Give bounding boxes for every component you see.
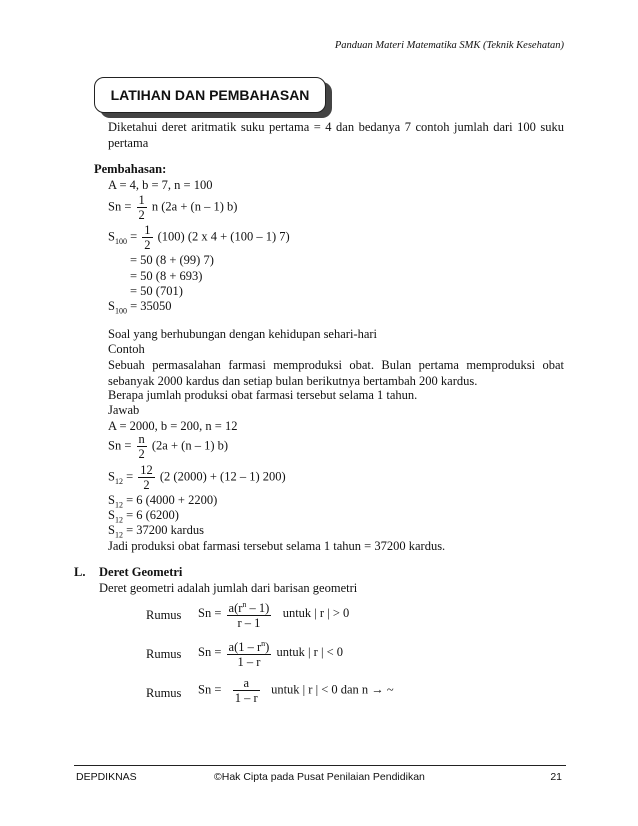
s-subscript: 12	[114, 515, 123, 525]
s12-formula: $S_{12}$ = $\frac{12}{2}$ (2 (2000) + (12 – 1) 200)	[108, 463, 286, 492]
s12-step-1: $S_{12} = 6$ (4000 + 2200)	[108, 493, 218, 510]
frac-num	[227, 637, 272, 655]
condition: untuk | r | < 0 dan n → ~	[271, 682, 394, 697]
geometric-formula-1	[198, 598, 349, 630]
s12-expression: (2 (2000) + (12 – 1) 200)	[159, 469, 286, 484]
given-values: A = 4, b = 7, n = 100	[108, 178, 213, 192]
jawab-label: Jawab	[108, 403, 140, 417]
sn-label: Sn =	[198, 644, 222, 659]
fraction-formula-3	[233, 676, 260, 705]
rumus-label-2: Rumus	[146, 647, 182, 661]
fraction-half	[137, 193, 147, 222]
fraction-n-over-2	[137, 432, 147, 461]
frac-num	[227, 598, 272, 616]
sn-label: Sn =	[198, 605, 222, 620]
equals: =	[122, 469, 134, 484]
num-part: )	[265, 640, 270, 655]
frac-den: 1 – r	[234, 691, 258, 705]
exponent: n	[261, 639, 266, 648]
geometric-formula-3	[198, 676, 394, 705]
geometric-formula-2	[198, 637, 343, 669]
fraction-12-over-2	[138, 463, 155, 492]
fraction-formula-2	[227, 637, 272, 669]
frac-num: 1	[138, 193, 145, 207]
frac-den: 1 – r	[237, 655, 261, 670]
condition: untuk | r | > 0	[282, 605, 350, 620]
frac-den: 2	[144, 238, 151, 252]
s100-expression: (100) (2 x 4 + (100 – 1) 7)	[157, 229, 290, 244]
pembahasan-label: Pembahasan:	[94, 162, 167, 176]
sn-label: Sn =	[108, 438, 132, 453]
exercise-intro: Diketahui deret aritmatik suku pertama = 4 dan bedanya 7 contoh jumlah dari 100 suku pertama	[108, 120, 564, 150]
section-letter: L.	[74, 565, 86, 579]
num-part: a(r	[228, 601, 243, 616]
given-values-2: A = 2000, b = 200, n = 12	[108, 419, 238, 433]
s-subscript: 12	[114, 530, 123, 540]
s100-result: $S_{100} = 35050$	[108, 299, 172, 316]
step-value: = 37200 kardus	[122, 523, 204, 537]
footer-copyright: ©Hak Cipta pada Pusat Penilaian Pendidikan	[214, 771, 425, 783]
soal-heading: Soal yang berhubungan dengan kehidupan sehari-hari	[108, 327, 378, 341]
result-value: = 35050	[126, 299, 172, 313]
footer-divider	[74, 765, 566, 766]
frac-den: 2	[143, 478, 150, 492]
section-title-box: LATIHAN DAN PEMBAHASAN	[94, 77, 326, 113]
contoh-label: Contoh	[108, 342, 145, 356]
s-subscript: 100	[114, 236, 127, 246]
rumus-label-1: Rumus	[146, 608, 182, 622]
s-subscript: 12	[114, 500, 123, 510]
sn-label: Sn =	[108, 199, 132, 214]
s-subscript: 100	[114, 306, 127, 316]
frac-num: a	[233, 676, 260, 691]
sn-formula	[108, 193, 237, 222]
step-3: = 50 (701)	[130, 284, 183, 298]
step-value: = 6 (6200)	[122, 508, 179, 522]
sn-expression: (2a + (n – 1) b)	[151, 438, 229, 453]
section-title: Deret Geometri	[99, 565, 183, 579]
exponent: n	[242, 600, 247, 609]
conclusion: Jadi produksi obat farmasi tersebut selama 1 tahun = 37200 kardus.	[108, 539, 446, 553]
frac-num: 12	[140, 463, 153, 477]
sn-expression: n (2a + (n – 1) b)	[151, 199, 238, 214]
s12-step-3: $S_{12} = 37200$ kardus	[108, 523, 204, 540]
problem-question: Berapa jumlah produksi obat farmasi tersebut selama 1 tahun.	[108, 388, 418, 402]
frac-den: r – 1	[237, 616, 261, 631]
step-value: = 6 (4000 + 2200)	[122, 493, 218, 507]
frac-num: n	[138, 432, 145, 446]
sn-label: Sn =	[198, 682, 222, 697]
running-header: Panduan Materi Matematika SMK (Teknik Kesehatan)	[334, 40, 564, 51]
frac-num: 1	[144, 223, 151, 237]
page-number: 21	[550, 771, 562, 783]
frac-den: 2	[138, 208, 145, 222]
fraction-half	[142, 223, 152, 252]
sn-formula-2	[108, 432, 228, 461]
num-part: – 1)	[246, 601, 270, 616]
section-description: Deret geometri adalah jumlah dari barisan geometri	[99, 581, 358, 595]
s-label: S	[108, 229, 115, 244]
step-1: = 50 (8 + (99) 7)	[130, 253, 214, 267]
s100-formula	[108, 223, 290, 252]
s12-step-2: $S_{12} = 6$ (6200)	[108, 508, 179, 525]
problem-paragraph: Sebuah permasalahan farmasi memproduksi obat. Bulan pertama memproduksi obat sebanyak 2000 kardus dan setiap bulan berikutnya bertambah 200 kardus.	[108, 358, 564, 388]
step-2: = 50 (8 + 693)	[130, 269, 203, 283]
equals: =	[126, 229, 138, 244]
footer-left: DEPDIKNAS	[76, 771, 137, 783]
rumus-label-3: Rumus	[146, 686, 182, 700]
frac-den: 2	[138, 447, 145, 461]
s-subscript: 12	[114, 476, 123, 486]
fraction-formula-1	[227, 598, 272, 630]
condition: untuk | r | < 0	[276, 644, 344, 659]
num-part: a(1 – r	[228, 640, 262, 655]
